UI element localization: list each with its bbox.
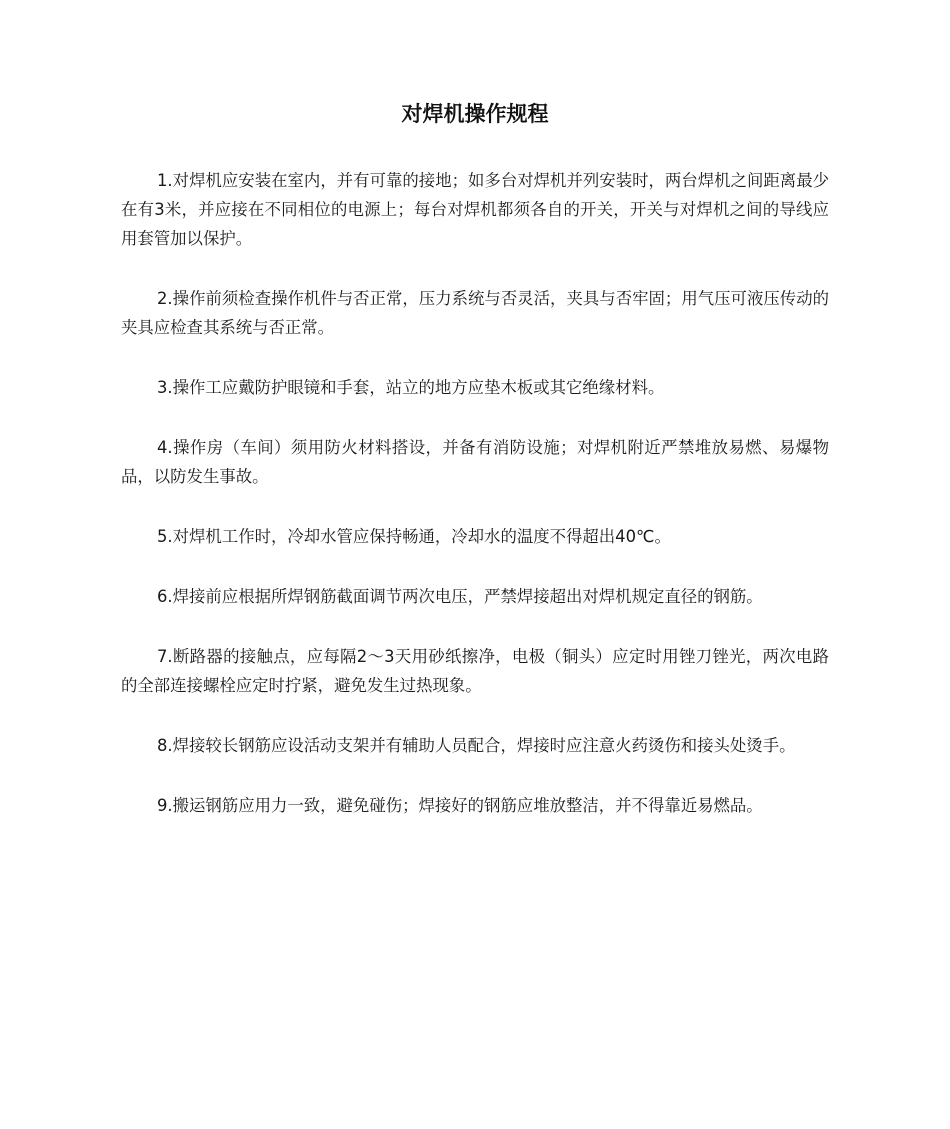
rule-paragraph-1: 1.对焊机应安装在室内，并有可靠的接地；如多台对焊机并列安装时，两台焊机之间距离最少在有3米，并应接在不同相位的电源上；每台对焊机都须各自的开关，开关与对焊机之间的导线应用套管加以保护。 bbox=[121, 171, 829, 248]
document-page bbox=[121, 95, 829, 851]
rule-paragraph-4: 4.操作房（车间）须用防火材料搭设，并备有消防设施；对焊机附近严禁堆放易燃、易爆物品，以防发生事故。 bbox=[121, 438, 829, 486]
rule-paragraph-5: 5.对焊机工作时，冷却水管应保持畅通，冷却水的温度不得超出40℃。 bbox=[157, 527, 671, 546]
rule-paragraph-9: 9.搬运钢筋应用力一致，避免碰伤；焊接好的钢筋应堆放整洁，并不得靠近易燃品。 bbox=[157, 796, 763, 815]
rule-paragraph-6: 6.焊接前应根据所焊钢筋截面调节两次电压，严禁焊接超出对焊机规定直径的钢筋。 bbox=[157, 587, 763, 606]
rule-paragraph-3: 3.操作工应戴防护眼镜和手套，站立的地方应垫木板或其它绝缘材料。 bbox=[157, 378, 665, 397]
rule-paragraph-8: 8.焊接较长钢筋应设活动支架并有辅助人员配合，焊接时应注意火药烫伤和接头处烫手。 bbox=[157, 736, 796, 755]
rule-paragraph-7: 7.断路器的接触点，应每隔2～3天用砂纸擦净，电极（铜头）应定时用锉刀锉光，两次电路的全部连接螺栓应定时拧紧，避免发生过热现象。 bbox=[121, 647, 829, 695]
document-title: 对焊机操作规程 bbox=[401, 102, 549, 126]
rule-paragraph-2: 2.操作前须检查操作机件与否正常，压力系统与否灵活，夹具与否牢固；用气压可液压传动的夹具应检查其系统与否正常。 bbox=[121, 289, 829, 337]
